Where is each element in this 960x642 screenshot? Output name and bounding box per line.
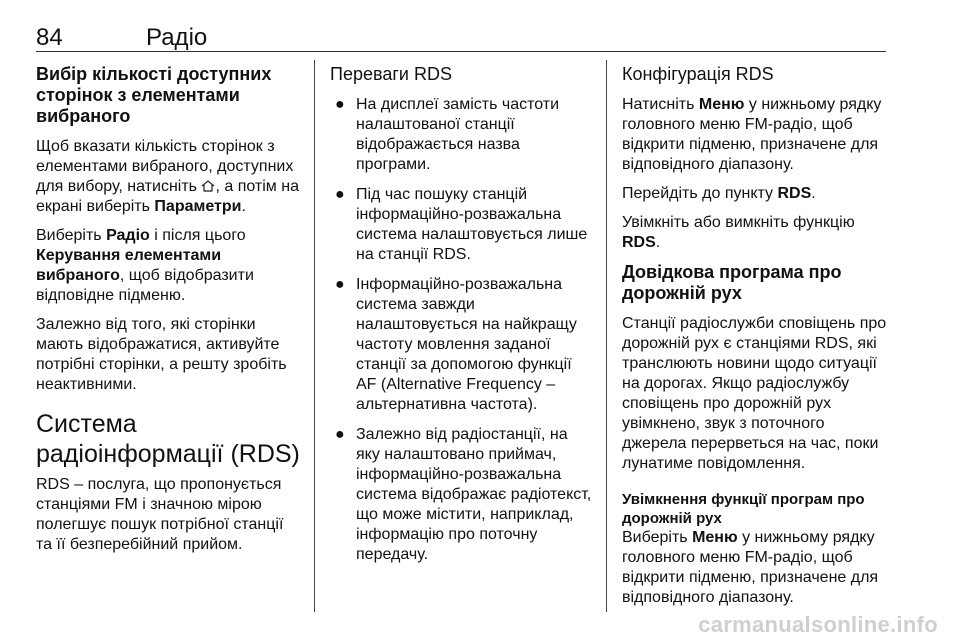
list-item: ● Під час пошуку станцій інформаційно-розважальна система налаштовується лише на станції RDS.	[335, 186, 588, 263]
paragraph: Перейдіть до пункту RDS.	[622, 185, 816, 202]
header-rule	[36, 51, 886, 52]
rds-advantages-heading: Переваги RDS	[330, 64, 452, 84]
paragraph: Залежно від того, які сторінки мають відображатися, активуйте потрібні сторінки, а решту зробіть неактивними.	[36, 316, 287, 393]
paragraph: Натисніть Меню у нижньому рядку головного меню FM-радіо, щоб відкрити підменю, призначене для відповідного діапазону.	[622, 96, 882, 173]
watermark: carmanualsonline.info	[698, 612, 938, 637]
favourites-pages-heading: Вибір кількості доступних сторінок з елементами вибраного	[36, 64, 272, 126]
menu-label: Меню	[692, 529, 738, 546]
home-icon	[201, 180, 215, 192]
paragraph: RDS – послуга, що пропонується станціями FM і значною мірою полегшує пошук потрібної станції та її безперебійний прийом.	[36, 476, 284, 553]
bullet: ●	[335, 426, 345, 443]
paragraph: Щоб вказати кількість сторінок з елементами вибраного, доступних для вибору, натисніть , а потім на екрані виберіть Параметри.	[36, 138, 299, 215]
manage-favourites-label: Керування елементами вибраного	[36, 247, 222, 284]
paragraph: Виберіть Меню у нижньому рядку головного меню FM-радіо, щоб відкрити підменю, призначене для відповідного діапазону.	[622, 529, 879, 606]
paragraph: Виберіть Радіо і після цього Керування елементами вибраного, щоб відобразити відповідне підменю.	[36, 227, 254, 304]
paragraph: Увімкніть або вимкніть функцію RDS.	[622, 214, 855, 251]
column-divider-1	[314, 60, 315, 612]
page-number: 84	[36, 24, 63, 51]
column-2	[330, 64, 592, 575]
column-3	[622, 64, 888, 617]
rds-label: RDS	[777, 185, 812, 202]
column-1	[36, 64, 302, 564]
traffic-program-heading: Довідкова програма про дорожній рух	[622, 262, 842, 303]
radio-label: Радіо	[106, 227, 150, 244]
column-divider-2	[606, 60, 607, 612]
rds-section-heading: Система радіоінформації (RDS)	[36, 410, 300, 468]
paragraph: Станції радіослужби сповіщень про дорожній рух є станціями RDS, які транслюють новини щодо ситуації на дорогах. Якщо радіослужбу сповіщень про дорожній рух увімкнено, звук з поточного джерела перерветься на час, поки лунатиме повідомлення.	[622, 315, 887, 472]
rds-label: RDS	[622, 234, 656, 251]
bullet: ●	[335, 96, 345, 113]
enable-traffic-heading: Увімкнення функції програм про дорожній рух	[622, 491, 865, 527]
section-title: Радіо	[146, 24, 208, 51]
menu-label: Меню	[698, 96, 745, 113]
rds-config-heading: Конфігурація RDS	[622, 64, 774, 84]
page-header	[36, 24, 886, 52]
advantages-list	[330, 95, 592, 565]
bullet: ●	[335, 276, 345, 293]
list-item: ● На дисплеї замість частоти налаштованої станції відображається назва програми.	[335, 96, 560, 173]
list-item: ● Інформаційно-розважальна система завжди налаштовується на найкращу частоту мовлення заданої станції за допомогою функції AF (Alternative Frequency – альтернативна частота).	[335, 276, 577, 413]
bullet: ●	[335, 186, 345, 203]
list-item: ● Залежно від радіостанції, на яку налаштовано приймач, інформаційно-розважальна система відображає радіотекст, що може містити, наприклад, інформацію про поточну передачу.	[335, 426, 592, 563]
settings-label: Параметри	[154, 198, 242, 215]
